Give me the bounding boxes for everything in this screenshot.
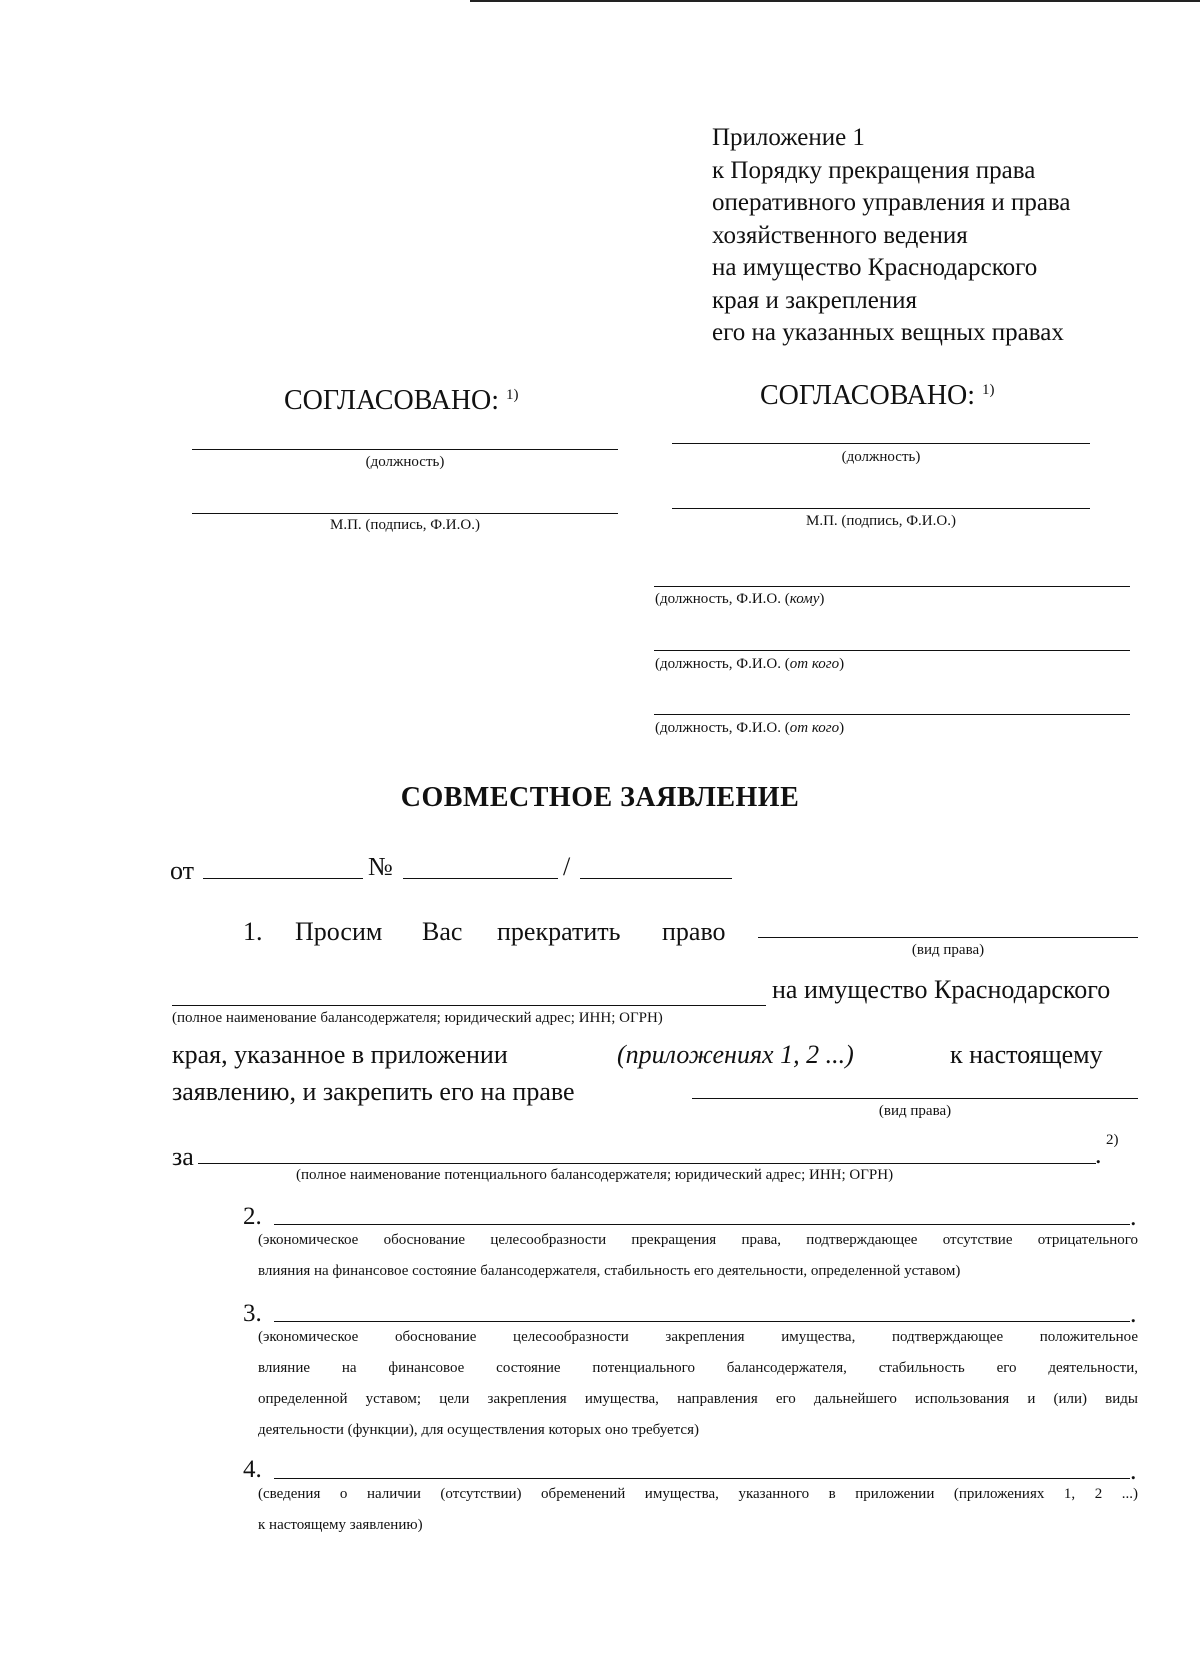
item-number: 4. (243, 1456, 262, 1483)
annex-line: на имущество Краснодарского (712, 254, 1038, 281)
addressee-to-caption: (должность, Ф.И.О. (кому) (655, 591, 825, 607)
approval-right-position-line[interactable] (672, 443, 1090, 444)
document-title: СОВМЕСТНОЕ ЗАЯВЛЕНИЕ (400, 782, 800, 813)
item1-line4: заявлению, и закрепить его на праве (172, 1077, 575, 1106)
holder-caption: (полное наименование балансодержателя; юридический адрес; ИНН; ОГРН) (172, 1010, 663, 1026)
approval-left-position-caption: (должность) (365, 454, 445, 470)
top-edge-line (470, 0, 1200, 2)
item2-caption: (экономическое обоснование целесообразности прекращения права, подтверждающее отсутствие отрицательного влияния на финансовое состояние балансодержателя, стабильность его деятельности, определенной уставом) (258, 1232, 1138, 1279)
addressee-from-caption-2: (должность, Ф.И.О. (от кого) (655, 720, 845, 736)
period: . (1130, 1456, 1137, 1485)
potential-holder-field[interactable] (198, 1163, 1096, 1164)
approval-left-position-line[interactable] (192, 449, 618, 450)
approval-left-signature-caption: М.П. (подпись, Ф.И.О.) (330, 517, 480, 533)
date-field[interactable] (203, 878, 363, 879)
period: . (1130, 1299, 1137, 1328)
right-type-field[interactable] (758, 937, 1138, 938)
slash: / (563, 852, 571, 881)
za-label: за (172, 1142, 194, 1171)
item3-caption: (экономическое обоснование целесообразности закрепления имущества, подтверждающее положительное влияние на финансовое состояние потенциального балансодержателя, стабильность его деятельности, определенной уставом; цели закрепления имущества, направления его дальнейшего использования и (или) виды деятельности (функции), для осуществления которых оно требуется) (258, 1329, 1138, 1438)
footnote-mark: 1) (506, 387, 519, 403)
number-suffix-field[interactable] (580, 878, 732, 879)
annex-line: хозяйственного ведения (712, 221, 968, 249)
addressee-from-line-2[interactable] (654, 714, 1130, 715)
item1-word: прекратить (497, 917, 621, 946)
date-label: от (170, 856, 195, 885)
item1-line3-end: к настоящему (950, 1040, 1103, 1069)
annex-line: Приложение 1 (712, 124, 865, 151)
on-property-text: на имущество Краснодарского (772, 975, 1111, 1004)
item-number: 1. (243, 917, 263, 946)
right-type-caption: (вид права) (911, 942, 985, 958)
item1-word: Просим (295, 917, 383, 946)
item1-line3-annexes: (приложениях 1, 2 ...) (617, 1040, 854, 1069)
addressee-from-caption-1: (должность, Ф.И.О. (от кого) (655, 656, 845, 672)
footnote-mark: 1) (982, 382, 995, 398)
approval-right-title: СОГЛАСОВАНО: $^{1)}$ (760, 380, 995, 411)
annex-line: его на указанных вещных правах (712, 319, 1064, 346)
addressee-to-line[interactable] (654, 586, 1130, 587)
item1-line3-start: края, указанное в приложении (172, 1040, 508, 1069)
item1-word: право (662, 917, 726, 946)
period: . (1130, 1202, 1137, 1231)
approval-right-signature-line[interactable] (672, 508, 1090, 509)
addressee-from-line-1[interactable] (654, 650, 1130, 651)
right-type-caption-2: (вид права) (878, 1103, 952, 1119)
period: . (1095, 1140, 1102, 1169)
item-number: 3. (243, 1300, 262, 1327)
number-field[interactable] (403, 878, 558, 879)
number-label: № (368, 852, 393, 881)
annex-line: края и закрепления (712, 286, 918, 314)
item4-caption: (сведения о наличии (отсутствии) обременений имущества, указанного в приложении (приложениях 1, 2 ...) к настоящему заявлению) (258, 1486, 1138, 1533)
holder-field[interactable] (172, 1005, 766, 1006)
approval-right-signature-caption: М.П. (подпись, Ф.И.О.) (806, 513, 956, 529)
annex-line: оперативного управления и права (712, 189, 1071, 216)
footnote-mark: 2) (1106, 1132, 1119, 1148)
approval-right-position-caption: (должность) (841, 449, 921, 465)
annex-line: к Порядку прекращения права (712, 156, 1036, 184)
approval-left-signature-line[interactable] (192, 513, 618, 514)
item1-word: Вас (422, 917, 463, 946)
item-number: 2. (243, 1203, 262, 1230)
right-type-field-2[interactable] (692, 1098, 1138, 1099)
annex-header (712, 122, 1152, 350)
approval-left-title: СОГЛАСОВАНО: $^{1)}$ (284, 385, 519, 416)
potential-holder-caption: (полное наименование потенциального балансодержателя; юридический адрес; ИНН; ОГРН) (296, 1167, 894, 1183)
